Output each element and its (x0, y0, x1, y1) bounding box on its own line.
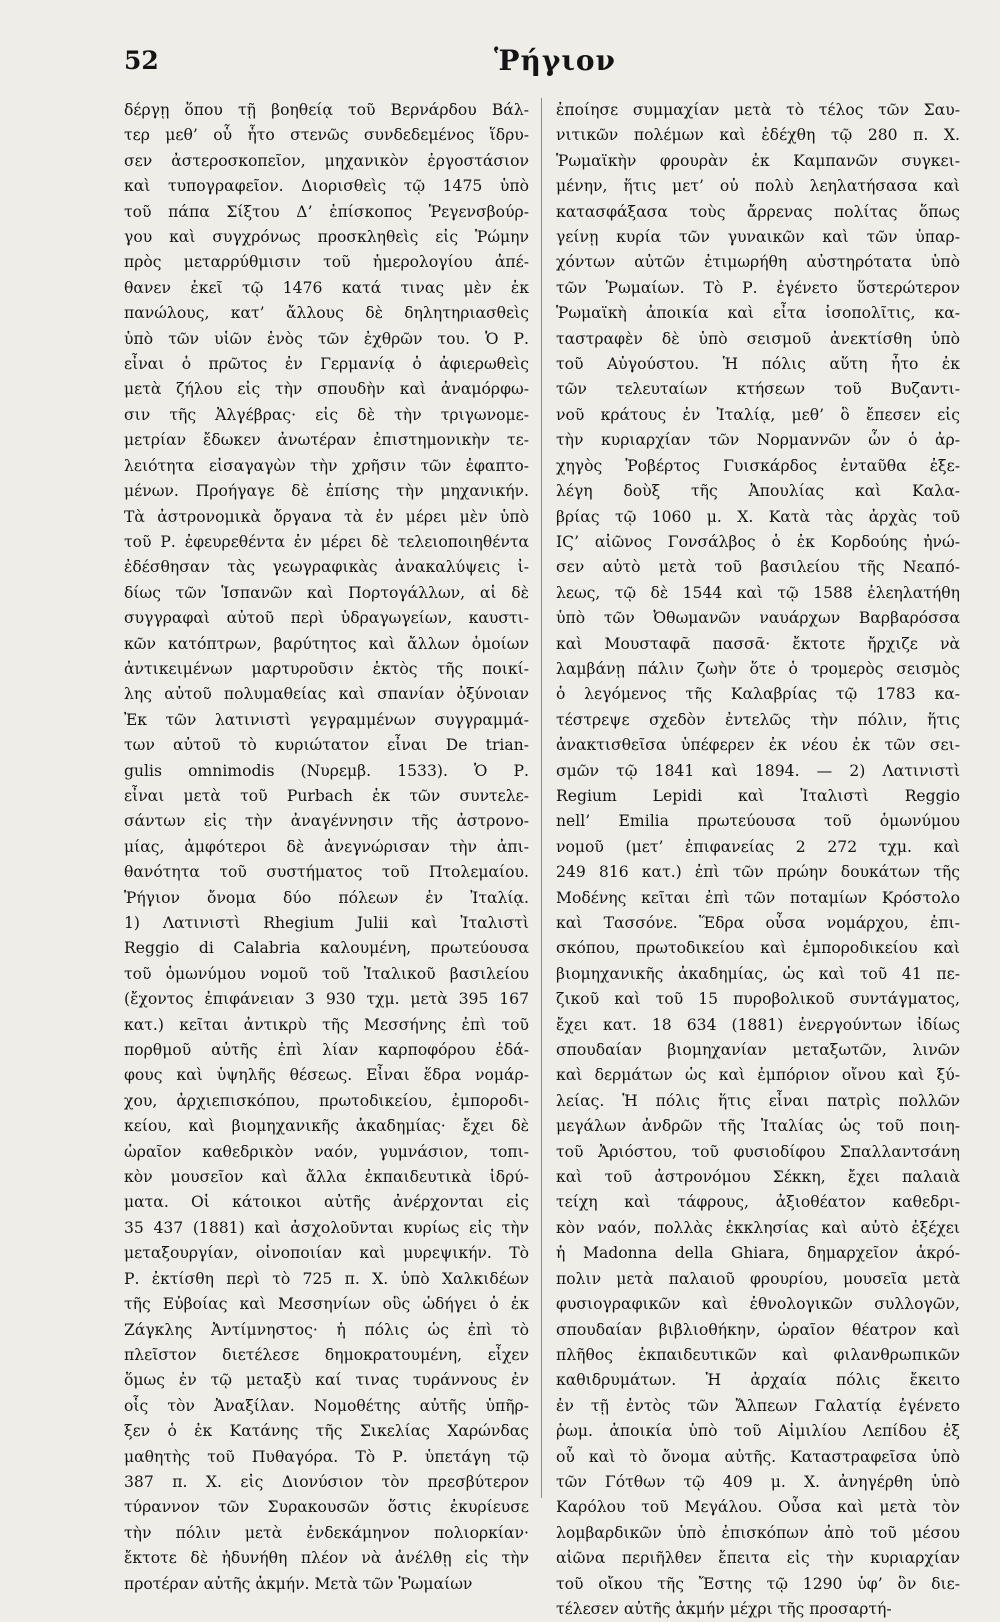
text-line: ἡ Madonna della Ghiara, δημαρχεῖον ἀκρό- (556, 1244, 960, 1263)
text-line: ῥωμ. ἀποικία ὑπὸ τοῦ Αἰμιλίου Λεπίδου ἐξ (556, 1422, 960, 1441)
text-line: ξεν ὁ ἐκ Κατάνης τῆς Σικελίας Χαρώνδας (124, 1422, 529, 1441)
text-line: φυσιογραφικῶν καὶ ἐθνολογικῶν συλλογῶν, (556, 1295, 960, 1314)
text-line: ταστραφὲν δὲ ὑπὸ σεισμοῦ ἀνεκτίσθη ὑπὸ (556, 329, 960, 348)
text-line: τείχη καὶ τάφρους, ἀξιοθέατον καθεδρι- (556, 1193, 960, 1212)
text-line: βιομηχανικῆς ἀκαδημίας, ὡς καὶ τοῦ 41 πε- (556, 964, 960, 983)
text-line: πρὸς μεταρρύθμισιν τοῦ ἡμερολογίου ἀπέ- (124, 253, 529, 272)
text-line: 1) Λατινιστὶ Rhegium Julii καὶ Ἰταλιστὶ (124, 914, 529, 932)
text-line: ὡραῖον καθεδρικὸν ναόν, γυμνάσιον, τοπι- (124, 1142, 529, 1161)
text-line: ματα. Οἱ κάτοικοι αὐτῆς ἀνέρχονται εἰς (124, 1193, 529, 1212)
text-line: χου, ἀρχιεπισκόπου, πρωτοδικείου, ἐμποροδι- (124, 1091, 529, 1110)
text-line: τοῦ Ρ. ἐφευρεθέντα ἐν μέρει δὲ τελειοποιηθέντα (124, 532, 529, 551)
text-line: ὑπὸ τῶν Ὀθωμανῶν ναυάρχων Βαρβαρόσσα (556, 609, 960, 628)
text-line: γείνῃ κυρία τῶν γυναικῶν καὶ τῶν ὑπαρ- (556, 228, 960, 247)
text-line: κὸν μουσεῖον καὶ ἄλλα ἐκπαιδευτικὰ ἱδρύ- (124, 1168, 529, 1187)
text-line: κὸν ναόν, πολλὰς ἐκκλησίας καὶ αὐτὸ ἐξέχει (556, 1218, 960, 1237)
text-line: κατασφάξασα τοὺς ἄρρενας πολίτας ὅπως (556, 202, 960, 221)
page-number: 52 (124, 46, 159, 75)
text-line: νομοῦ (μετ’ ἐπιφανείας 2 272 τχμ. καὶ (556, 837, 960, 856)
text-line: Reggio di Calabria καλουμένη, πρωτεύουσα (124, 939, 529, 958)
text-line: Ῥωμαϊκὴ ἀποικία καὶ εἶτα ἰσοπολῖτις, κα- (556, 304, 960, 323)
text-line: σκόπου, πρωτοδικείου καὶ ἐμποροδικείου καὶ (556, 939, 960, 958)
text-line: Ἐκ τῶν λατινιστὶ γεγραμμένων συγγραμμά- (124, 710, 529, 729)
text-line: Ζάγκλης Ἀντίμνηστος· ἡ πόλις ὡς ἐπὶ τὸ (124, 1320, 529, 1339)
text-line: καὶ δερμάτων ὡς καὶ ἐμπόριον οἴνου καὶ ξύ- (556, 1066, 960, 1085)
text-line: θανεν ἐκεῖ τῷ 1476 κατά τινας μὲν ἐκ (124, 278, 529, 297)
text-line: κείου, καὶ βιομηχανικῆς ἀκαδημίας· ἔχει δὲ (124, 1117, 529, 1136)
text-line: Regium Lepidi καὶ Ἰταλιστὶ Reggio (556, 786, 960, 805)
text-line: λεως, τῷ δὲ 1544 καὶ τῷ 1588 ἐλεηλατήθη (556, 583, 960, 602)
text-line: μεγάλων ἀνδρῶν τῆς Ἰταλίας ὡς τοῦ ποιη- (556, 1117, 960, 1136)
text-line: τῶν Γότθων τῷ 409 μ. Χ. ἀνηγέρθη ὑπὸ (556, 1472, 960, 1491)
text-line: ἔκτοτε δὲ ἠδυνήθη πλέον νὰ ἀνέλθῃ εἰς τὴν (124, 1549, 529, 1568)
text-line: (ἔχοντος ἐπιφάνειαν 3 930 τχμ. μετὰ 395 167 (124, 990, 529, 1009)
text-line: τῶν τελευταίων κτήσεων τοῦ Βυζαντι- (556, 380, 960, 399)
text-line: τερ μεθ’ οὗ ἦτο στενῶς συνδεδεμένος ἵδρυ- (124, 126, 529, 145)
text-line: σεν ἀστεροσκοπεῖον, μηχανικὸν ἐργοστάσιον (124, 151, 529, 170)
text-line: 387 π. Χ. εἰς Διονύσιον τὸν πρεσβύτερον (124, 1472, 529, 1491)
text-line: σάντων εἰς τὴν ἀναγέννησιν τῆς ἀστρονο- (124, 812, 529, 831)
text-line: λείας. Ἡ πόλις ἥτις εἶναι πατρὶς πολλῶν (556, 1091, 960, 1110)
text-line: ὅμως ἐν τῷ μεταξὺ καί τινας τυράννους ἐν (124, 1371, 529, 1390)
text-line: ἐν τῇ ἐντὸς τῶν Ἄλπεων Γαλατίᾳ ἐγένετο (556, 1396, 960, 1415)
text-line: συγγραφαὶ αὐτοῦ περὶ ὑδραγωγείων, καυστι- (124, 609, 529, 628)
text-line: καὶ τυπογραφεῖον. Διορισθεὶς τῷ 1475 ὑπὸ (124, 177, 529, 196)
text-line: Ρ. ἐκτίσθη περὶ τὸ 725 π. Χ. ὑπὸ Χαλκιδέων (124, 1269, 529, 1288)
column-divider (541, 98, 542, 1498)
text-line: πανώλους, κατ’ ἄλλους δὲ δηλητηριασθεὶς (124, 304, 529, 323)
text-line: Καρόλου τοῦ Μεγάλου. Οὖσα καὶ μετὰ τὸν (556, 1498, 960, 1517)
text-line: οἷς τὸν Ἀναξίλαν. Νομοθέτης αὐτῆς ὑπῆρ- (124, 1396, 529, 1415)
text-line: δίως τῶν Ἱσπανῶν καὶ Πορτογάλλων, αἱ δὲ (124, 583, 529, 602)
text-line: μένην, ἥτις μετ’ οὐ πολὺ λεηλατήσασα καὶ (556, 177, 960, 196)
text-line: κατ.) κεῖται ἀντικρὺ τῆς Μεσσήνης ἐπὶ τοῦ (124, 1015, 529, 1034)
text-line: τοῦ Ἀριόστου, τοῦ φυσιοδίφου Σπαλλαντσάνη (556, 1142, 960, 1161)
text-line: σπουδαίαν βιβλιοθήκην, ὡραῖον θέατρον καὶ (556, 1320, 960, 1339)
text-line: τύραννον τῶν Συρακουσῶν ὅστις ἐκυρίευσε (124, 1498, 529, 1517)
text-line: φους καὶ ὑψηλῆς θέσεως. Εἶναι ἕδρα νομάρ- (124, 1066, 529, 1085)
text-line: μίας, ἀμφότεροι δὲ ἀνεγνώρισαν τὴν ἀπι- (124, 837, 529, 856)
text-line: αἰῶνα περιῆλθεν ἔπειτα εἰς τὴν κυριαρχίαν (556, 1549, 960, 1568)
left-text-column (124, 98, 529, 1597)
text-line: πλεῖστον διετέλεσε δημοκρατουμένη, εἶχεν (124, 1345, 529, 1364)
text-line: μαθητὴς τοῦ Πυθαγόρα. Τὸ Ρ. ὑπετάγη τῷ (124, 1447, 529, 1466)
text-line: ἐδέσθησαν τὰς γεωγραφικὰς ἀνακαλύψεις ἰ- (124, 558, 529, 577)
text-line: Τὰ ἀστρονομικὰ ὄργανα τὰ ἐν μέρει μὲν ὑπὸ (124, 507, 529, 526)
text-line: καὶ Μουσταφᾶ πασσᾶ· ἔκτοτε ἤρχιζε νὰ (556, 634, 960, 653)
running-head: Ῥήγιον (494, 44, 616, 77)
text-line: βρίας τῷ 1060 μ. Χ. Κατὰ τὰς ἀρχὰς τοῦ (556, 507, 960, 526)
text-line: σπουδαίαν βιομηχανίαν μεταξωτῶν, λινῶν (556, 1041, 960, 1060)
text-line: ὁ λεγόμενος τῆς Καλαβρίας τῷ 1783 κα- (556, 685, 960, 704)
text-line: ἐποίησε συμμαχίαν μετὰ τὸ τέλος τῶν Σαυ- (556, 101, 960, 119)
text-line: Ῥωμαϊκὴν φρουρὰν ἐκ Καμπανῶν συγκει- (556, 151, 960, 170)
text-line: λαμβάνῃ πάλιν ζωὴν ὅτε ὁ τρομερὸς σεισμὸς (556, 659, 960, 678)
text-line: Ῥήγιον ὄνομα δύο πόλεων ἐν Ἰταλίᾳ. (124, 888, 529, 907)
text-line: τοῦ πάπα Σίξτου Δ’ ἐπίσκοπος Ῥεγενσβούρ- (124, 202, 529, 221)
text-line: πορθμοῦ αὐτῆς ἐπὶ λίαν καρποφόρου ἐδά- (124, 1041, 529, 1060)
text-line: τοῦ Αὐγούστου. Ἡ πόλις αὕτη ἦτο ἐκ (556, 355, 960, 374)
text-line: σιν τῆς Ἀλγέβρας· εἰς δὲ τὴν τριγωνομε- (124, 405, 529, 424)
text-line: σεν αὐτὸ μετὰ τοῦ βασιλείου τῆς Νεαπό- (556, 558, 960, 577)
text-line: εἶναι μετὰ τοῦ Purbach ἐκ τῶν συντελε- (124, 786, 529, 805)
text-line: λομβαρδικῶν ὑπὸ ἐπισκόπων ἀπὸ τοῦ μέσου (556, 1523, 960, 1542)
text-line: εἶναι ὁ πρῶτος ἐν Γερμανίᾳ ὁ ἀφιερωθεὶς (124, 355, 529, 374)
text-line: nell’ Emilia πρωτεύουσα τοῦ ὁμωνύμου (556, 812, 960, 831)
text-line: νιτικῶν πολέμων καὶ ἐδέχθη τῷ 280 π. Χ. (556, 126, 960, 145)
text-line: καθιδρυμάτων. Ἡ ἀρχαία πόλις ἔκειτο (556, 1371, 960, 1390)
text-line: τοῦ ὁμωνύμου νομοῦ τοῦ Ἰταλικοῦ βασιλείου (124, 964, 529, 983)
text-line: γου καὶ συγχρόνως προσκληθεὶς εἰς Ῥώμην (124, 228, 529, 247)
text-line: μετρίαν ἔδωκεν ἀνωτέραν ἐπιστημονικὴν τε- (124, 431, 529, 450)
text-line: μετὰ ζήλου εἰς τὴν σπουδὴν καὶ ἀναμόρφω- (124, 380, 529, 399)
text-line: σμῶν τῷ 1841 καὶ 1894. — 2) Λατινιστὶ (556, 761, 960, 780)
text-line: ὑπὸ τῶν υἱῶν ἑνὸς τῶν ἐχθρῶν του. Ὁ Ρ. (124, 329, 529, 348)
text-line: πλῆθος ἐκπαιδευτικῶν καὶ φιλανθρωπικῶν (556, 1345, 960, 1364)
right-text-column (556, 98, 960, 1622)
text-line: τοῦ οἴκου τῆς Ἔστης τῷ 1290 ὑφ’ ὃν διε- (556, 1574, 960, 1593)
text-line: ζικοῦ καὶ τοῦ 15 πυροβολικοῦ συντάγματος, (556, 990, 960, 1009)
text-line: λέγη δοὺξ τῆς Ἀπουλίας καὶ Καλα- (556, 482, 960, 501)
text-line: 249 816 κατ.) ἐπὶ τῶν πρώην δουκάτων τῆς (556, 863, 960, 882)
text-line: τῶν Ῥωμαίων. Τὸ Ρ. ἐγένετο ὕστερώτερον (556, 278, 960, 297)
text-line: Μοδένης κεῖται ἐπὶ τῶν ποταμίων Κρόστολο (556, 888, 960, 907)
text-line: τέστρεψε σχεδὸν ἐντελῶς τὴν πόλιν, ἥτις (556, 710, 960, 729)
text-line: μένων. Προήγαγε δὲ ἐπίσης τὴν μηχανικήν. (124, 482, 529, 501)
text-line: μεταξουργίαν, οἰνοποιίαν καὶ μυρεψικήν. Τὸ (124, 1244, 529, 1263)
text-line: τῆς Εὐβοίας καὶ Μεσσηνίων οὓς ὡδήγει ὁ ἐκ (124, 1295, 529, 1314)
text-line: ἀνακτισθεῖσα ὑπέφερεν ἐκ νέου ἐκ τῶν σει- (556, 736, 960, 755)
text-line: λης αὐτοῦ πολυμαθείας καὶ σπανίαν ὀξύνοιαν (124, 685, 529, 704)
text-line: ἀντικειμένων μαρτυροῦσιν ἐκτὸς τῆς ποικί- (124, 659, 529, 678)
text-line: καὶ Τασσόνε. Ἕδρα οὖσα νομάρχου, ἐπι- (556, 914, 960, 932)
text-line: gulis omnimodis (Νυρεμβ. 1533). Ὁ Ρ. (124, 761, 529, 780)
text-line: ἔχει κατ. 18 634 (1881) ἐνεργούντων ἰδίως (556, 1015, 960, 1034)
text-line: τὴν κυριαρχίαν τῶν Νορμαννῶν ὧν ὁ ἀρ- (556, 431, 960, 450)
text-line: τέλεσεν αὐτῆς ἀκμήν μέχρι τῆς προσαρτή- (556, 1599, 892, 1618)
text-line: δέργῃ ὅπου τῇ βοηθείᾳ τοῦ Βερνάρδου Βάλ- (124, 101, 529, 119)
text-line: κῶν κατόπτρων, βαρύτητος καὶ ἄλλων ὁμοίων (124, 634, 529, 653)
text-line: νοῦ κράτους ἐν Ἰταλίᾳ, μεθ’ ὃ ἔπεσεν εἰς (556, 405, 960, 424)
text-line: ΙϚ’ αἰῶνος Γονσάλβος ὁ ἐκ Κορδούης ἠνώ- (556, 532, 960, 551)
text-line: οὗ καὶ τὸ ὄνομα αὐτῆς. Καταστραφεῖσα ὑπὸ (556, 1447, 960, 1466)
text-line: προτέραν αὐτῆς ἀκμήν. Μετὰ τῶν Ῥωμαίων (124, 1574, 473, 1593)
text-line: θανότητα τοῦ συστήματος τοῦ Πτολεμαίου. (124, 863, 529, 882)
text-line: χόντων αὐτῶν ἐτιμωρήθη αὐστηρότατα ὑπὸ (556, 253, 960, 272)
text-line: καὶ τοῦ ἀστρονόμου Σέκκη, ἔχει παλαιὰ (556, 1168, 960, 1187)
text-line: πολιν μετὰ παλαιοῦ φρουρίου, μουσεῖα μετὰ (556, 1269, 960, 1288)
text-line: χηγὸς Ῥοβέρτος Γυισκάρδος ἐνταῦθα ἐξε- (556, 456, 960, 475)
text-line: των αὐτοῦ τὸ κυριώτατον εἶναι De trian- (124, 736, 529, 755)
text-line: 35 437 (1881) καὶ ἀσχολοῦνται κυρίως εἰς τὴν (124, 1218, 529, 1237)
text-line: λειότητα εἰσαγαγὼν τὴν χρῆσιν τῶν ἐφαπτο- (124, 456, 529, 475)
text-line: τὴν πόλιν μετὰ ἐνδεκάμηνον πολιορκίαν· (124, 1523, 529, 1542)
